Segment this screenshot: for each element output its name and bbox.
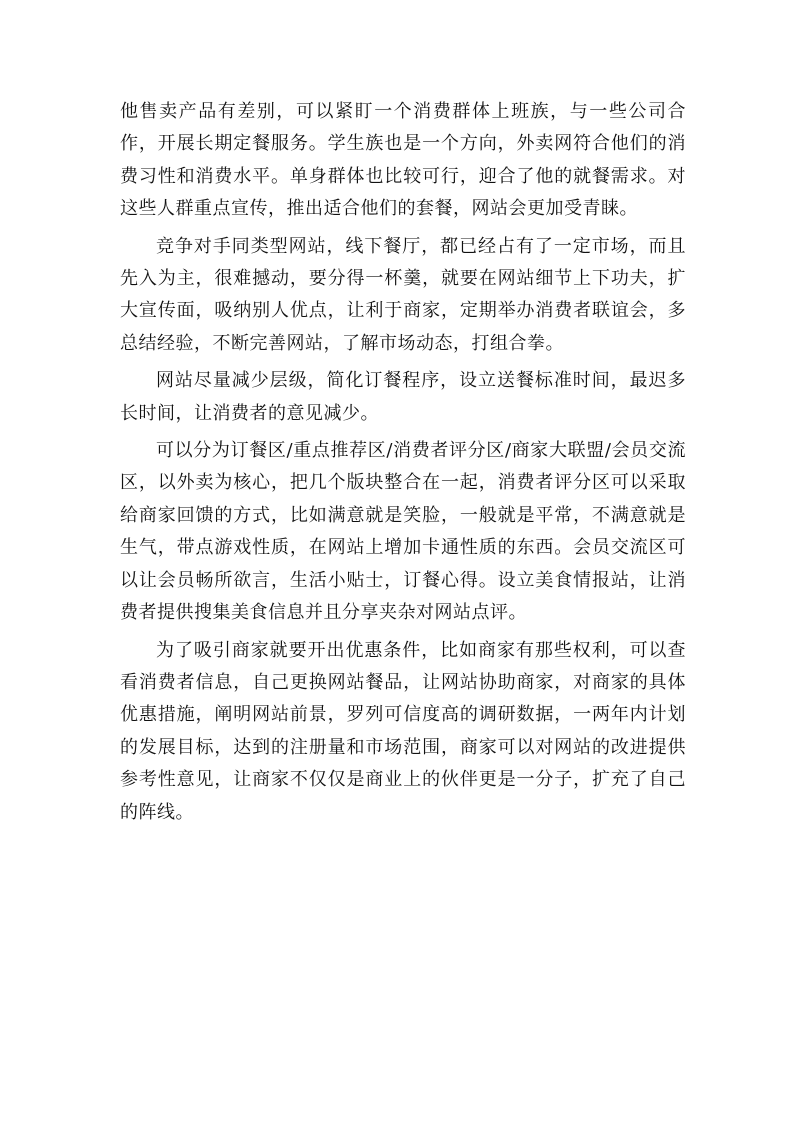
document-body xyxy=(120,96,686,834)
paragraph-simplify-ordering: 网站尽量减少层级，简化订餐程序，设立送餐标准时间，最迟多长时间，让消费者的意见减少。 xyxy=(120,370,686,424)
paragraph-site-sections: 可以分为订餐区/重点推荐区/消费者评分区/商家大联盟/会员交流区，以外卖为核心，把几个版块整合在一起，消费者评分区可以采取给商家回馈的方式，比如满意就是笑脸，一般就是平常，不满意就是生气，带点游戏性质，在网站上增加卡通性质的东西。会员交流区可以让会员畅所欲言，生活小贴士，订餐心得。设立美食情报站，让消费者提供搜集美食信息并且分享夹杂对网站点评。 xyxy=(120,440,686,624)
paragraph-merchant-incentives: 为了吸引商家就要开出优惠条件，比如商家有那些权利，可以查看消费者信息，自己更换网站餐品，让网站协助商家，对商家的具体优惠措施，阐明网站前景，罗列可信度高的调研数据，一两年内计划的发展目标，达到的注册量和市场范围，商家可以对网站的改进提供参考性意见，让商家不仅仅是商业上的伙伴更是一分子，扩充了自己的阵线。 xyxy=(120,639,686,823)
paragraph-target-customers: 他售卖产品有差别，可以紧盯一个消费群体上班族，与一些公司合作，开展长期定餐服务。学生族也是一个方向，外卖网符合他们的消费习性和消费水平。单身群体也比较可行，迎合了他的就餐需求。对这些人群重点宣传，推出适合他们的套餐，网站会更加受青睐。 xyxy=(120,101,686,220)
paragraph-competitors: 竞争对手同类型网站，线下餐厅，都已经占有了一定市场，而且先入为主，很难撼动，要分得一杯羹，就要在网站细节上下功夫，扩大宣传面，吸纳别人优点，让利于商家，定期举办消费者联谊会，多总结经验，不断完善网站，了解市场动态，打组合拳。 xyxy=(120,235,686,354)
